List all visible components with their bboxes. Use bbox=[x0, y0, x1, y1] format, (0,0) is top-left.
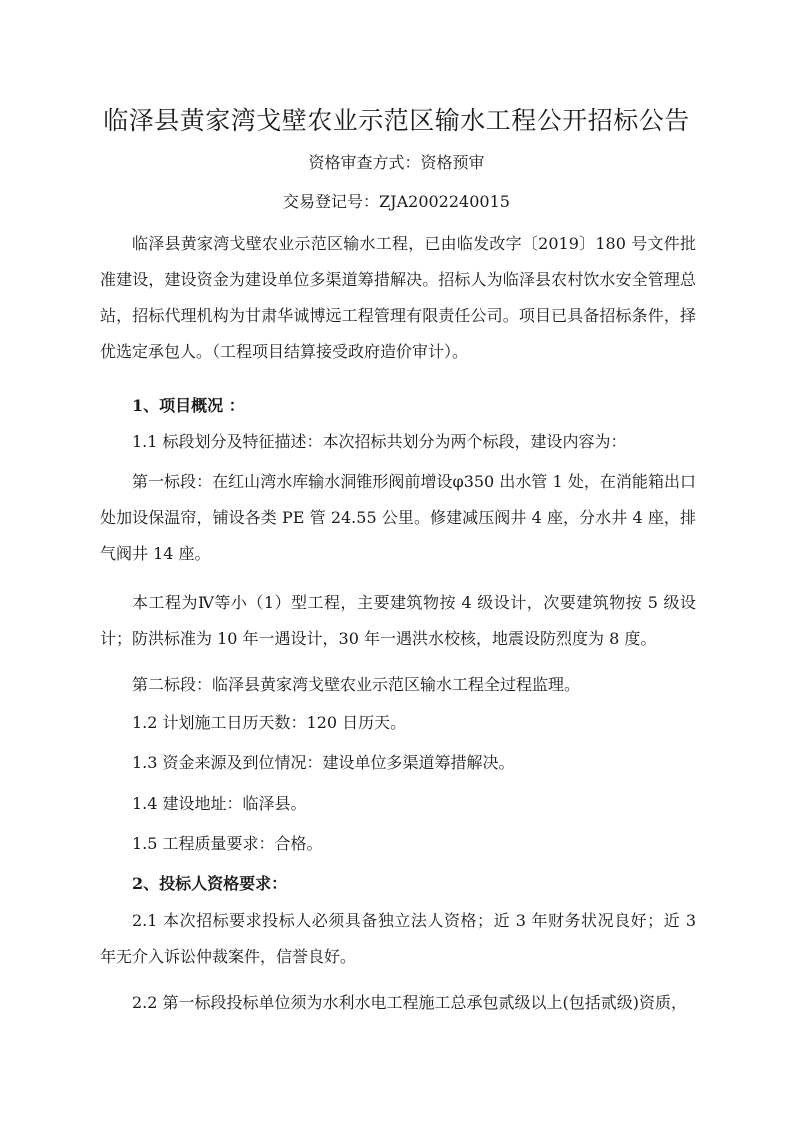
grade-paragraph: 本工程为Ⅳ等小（1）型工程，主要建筑物按 4 级设计，次要建筑物按 5 级设计；防洪标准为 10 年一遇设计，30 年一遇洪水校核，地震设防烈度为 8 度。 bbox=[100, 593, 696, 648]
lot-1-description: 第一标段：在红山湾水库输水洞锥形阀前增设φ350 出水管 1 处，在消能箱出口处加设保温帘，铺设各类 PE 管 24.55 公里。修建减压阀井 4 座，分水井 4 座，排气阀井 14 座。 bbox=[100, 472, 696, 563]
intro-paragraph: 临泽县黄家湾戈壁农业示范区输水工程，已由临发改字〔2019〕180 号文件批准建设，建设资金为建设单位多渠道筹措解决。招标人为临泽县农村饮水安全管理总站，招标代理机构为甘肃华诚博远工程管理有限责任公司。项目已具备招标条件，择优选定承包人。（工程项目结算接受政府造价审计）。 bbox=[100, 234, 696, 361]
registration-number: 交易登记号：ZJA2002240015 bbox=[283, 192, 510, 211]
document-title: 临泽县黄家湾戈壁农业示范区输水工程公开招标公告 bbox=[103, 106, 690, 135]
paragraph-1-2: 1.2 计划施工日历天数：120 日历天。 bbox=[132, 713, 407, 732]
lot-2-description: 第二标段：临泽县黄家湾戈壁农业示范区输水工程全过程监理。 bbox=[132, 675, 581, 694]
paragraph-1-1: 1.1 标段划分及特征描述：本次招标共划分为两个标段，建设内容为： bbox=[132, 432, 627, 451]
section-1-heading: 1、项目概况 ： bbox=[132, 396, 245, 415]
paragraph-1-3: 1.3 资金来源及到位情况：建设单位多渠道筹措解决。 bbox=[132, 753, 515, 772]
paragraph-1-5: 1.5 工程质量要求：合格。 bbox=[132, 834, 323, 853]
paragraph-1-4: 1.4 建设地址：临泽县。 bbox=[132, 794, 307, 813]
paragraph-2-1: 2.1 本次招标要求投标人必须具备独立法人资格；近 3 年财务状况良好；近 3 年无介入诉讼仲裁案件，信誉良好。 bbox=[100, 911, 696, 966]
paragraph-2-2: 2.2 第一标段投标单位须为水利水电工程施工总承包贰级以上(包括贰级)资质， bbox=[132, 993, 688, 1012]
section-2-heading: 2、投标人资格要求： bbox=[132, 874, 288, 893]
qualification-method: 资格审查方式：资格预审 bbox=[308, 153, 485, 172]
